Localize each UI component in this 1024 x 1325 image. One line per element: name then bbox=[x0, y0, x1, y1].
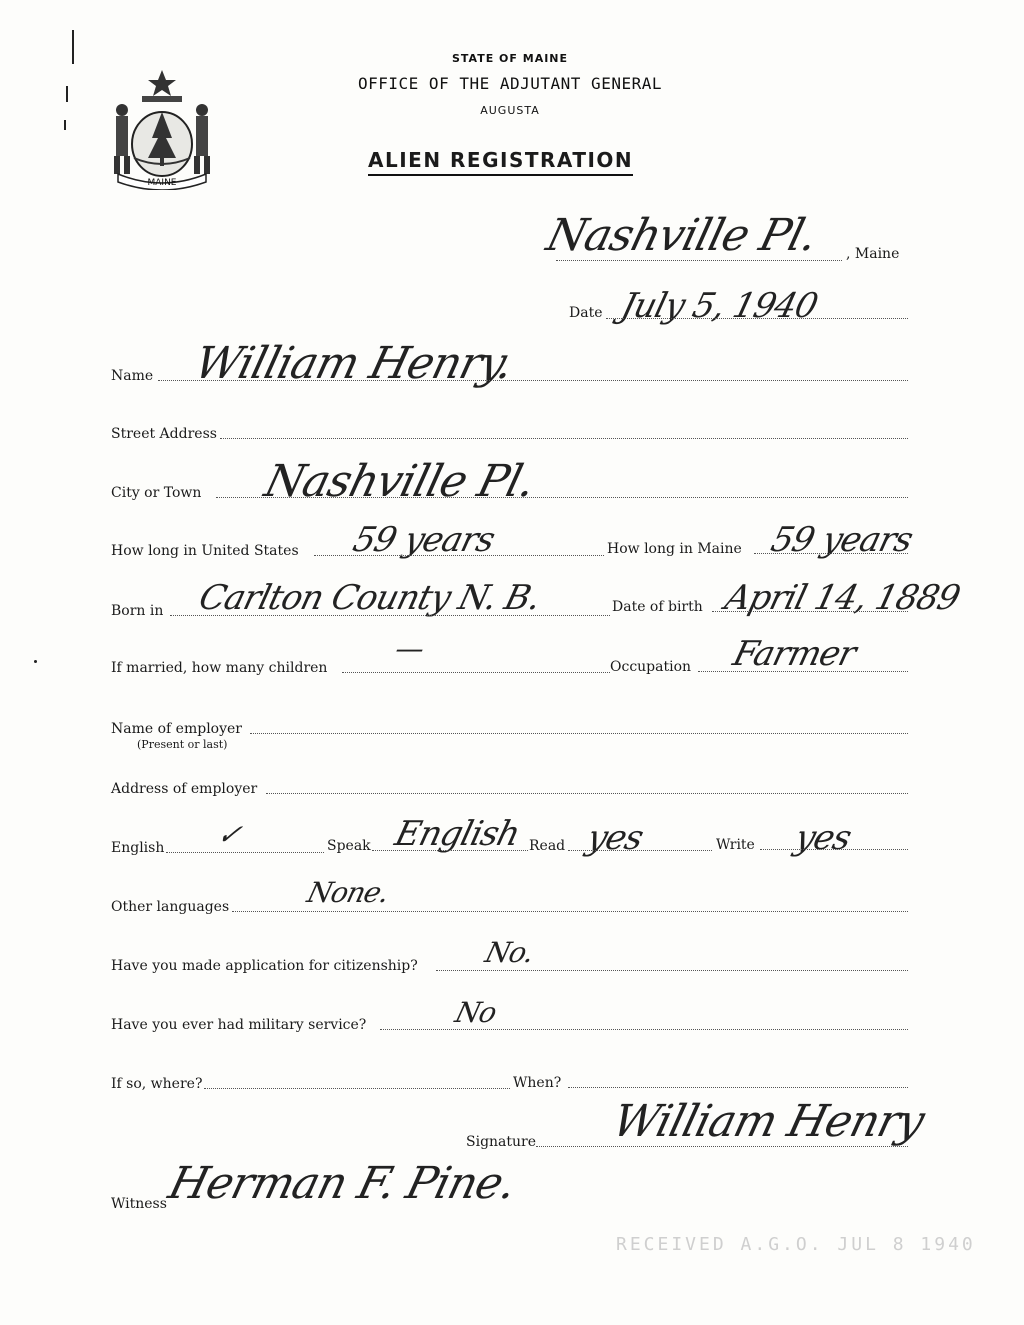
state-heading: STATE OF MAINE bbox=[451, 52, 569, 65]
occupation-line bbox=[698, 671, 908, 672]
date-of-birth-line bbox=[712, 611, 908, 612]
employer-label: Name of employer bbox=[111, 721, 242, 737]
margin-mark bbox=[72, 30, 74, 64]
when-label: When? bbox=[513, 1075, 562, 1091]
street-address-line bbox=[220, 438, 908, 439]
citizenship-label: Have you made application for citizenship? bbox=[111, 958, 418, 974]
occupation-label: Occupation bbox=[610, 659, 692, 675]
read-value: yes bbox=[583, 818, 647, 858]
witness-value: Herman F. Pine. bbox=[163, 1158, 521, 1209]
city-town-label: City or Town bbox=[111, 485, 202, 501]
citizenship-line bbox=[436, 970, 908, 971]
street-address-label: Street Address bbox=[111, 426, 217, 442]
write-label: Write bbox=[716, 837, 755, 853]
citizenship-value: No. bbox=[481, 936, 537, 969]
english-label: English bbox=[111, 840, 165, 856]
military-label: Have you ever had military service? bbox=[111, 1017, 367, 1033]
military-line bbox=[380, 1029, 908, 1030]
city-town-value: Nashville Pl. bbox=[259, 456, 540, 507]
date-of-birth-value: April 14, 1889 bbox=[721, 578, 964, 618]
employer-address-label: Address of employer bbox=[111, 781, 258, 797]
form-title: ALIEN REGISTRATION bbox=[368, 148, 633, 176]
date-line bbox=[606, 318, 908, 319]
employer-address-line bbox=[266, 793, 908, 794]
signature-label: Signature bbox=[466, 1134, 537, 1150]
name-line bbox=[158, 380, 908, 381]
english-value: ✓ bbox=[213, 818, 245, 851]
state-seal-icon bbox=[108, 66, 216, 190]
children-value: — bbox=[391, 632, 428, 665]
read-line bbox=[568, 850, 712, 851]
military-value: No bbox=[451, 996, 500, 1029]
date-label: Date bbox=[569, 305, 603, 321]
place-line bbox=[556, 260, 842, 261]
english-line bbox=[166, 852, 324, 853]
office-heading: OFFICE OF THE ADJUTANT GENERAL bbox=[358, 74, 662, 93]
born-in-line bbox=[170, 615, 610, 616]
how-long-maine-label: How long in Maine bbox=[607, 541, 742, 557]
margin-mark bbox=[66, 86, 68, 102]
date-of-birth-label: Date of birth bbox=[612, 599, 703, 615]
employer-sublabel: (Present or last) bbox=[137, 738, 228, 751]
where-line bbox=[204, 1088, 510, 1089]
place-value: Nashville Pl. bbox=[541, 210, 822, 261]
city-town-line bbox=[216, 497, 908, 498]
margin-dot bbox=[34, 660, 37, 663]
write-line bbox=[760, 849, 908, 850]
how-long-us-label: How long in United States bbox=[111, 543, 299, 559]
born-in-label: Born in bbox=[111, 603, 164, 619]
where-label: If so, where? bbox=[111, 1076, 203, 1092]
children-label: If married, how many children bbox=[111, 660, 328, 676]
name-value: William Henry. bbox=[189, 338, 518, 389]
children-line bbox=[342, 672, 610, 673]
how-long-us-line bbox=[314, 555, 604, 556]
seal-text: MAINE bbox=[147, 178, 177, 188]
read-label: Read bbox=[529, 838, 566, 854]
city-heading: AUGUSTA bbox=[480, 104, 540, 117]
witness-label: Witness bbox=[111, 1196, 167, 1212]
write-value: yes bbox=[791, 818, 855, 858]
date-value: July 5, 1940 bbox=[617, 286, 822, 326]
margin-mark bbox=[64, 120, 66, 130]
other-languages-line bbox=[232, 911, 908, 912]
employer-line bbox=[250, 733, 908, 734]
place-label: , Maine bbox=[846, 246, 900, 262]
received-stamp: RECEIVED A.G.O. JUL 8 1940 bbox=[616, 1234, 976, 1255]
other-languages-value: None. bbox=[303, 876, 392, 909]
speak-value: English bbox=[391, 814, 524, 854]
how-long-maine-line bbox=[754, 553, 908, 554]
speak-label: Speak bbox=[327, 838, 371, 854]
speak-line bbox=[372, 850, 528, 851]
how-long-us-value: 59 years bbox=[349, 520, 499, 560]
signature-value: William Henry bbox=[607, 1096, 929, 1147]
when-line bbox=[568, 1087, 908, 1088]
signature-line bbox=[536, 1146, 908, 1147]
occupation-value: Farmer bbox=[729, 634, 860, 674]
name-label: Name bbox=[111, 368, 154, 384]
born-in-value: Carlton County N. B. bbox=[195, 578, 545, 618]
other-languages-label: Other languages bbox=[111, 899, 230, 915]
how-long-maine-value: 59 years bbox=[767, 520, 917, 560]
